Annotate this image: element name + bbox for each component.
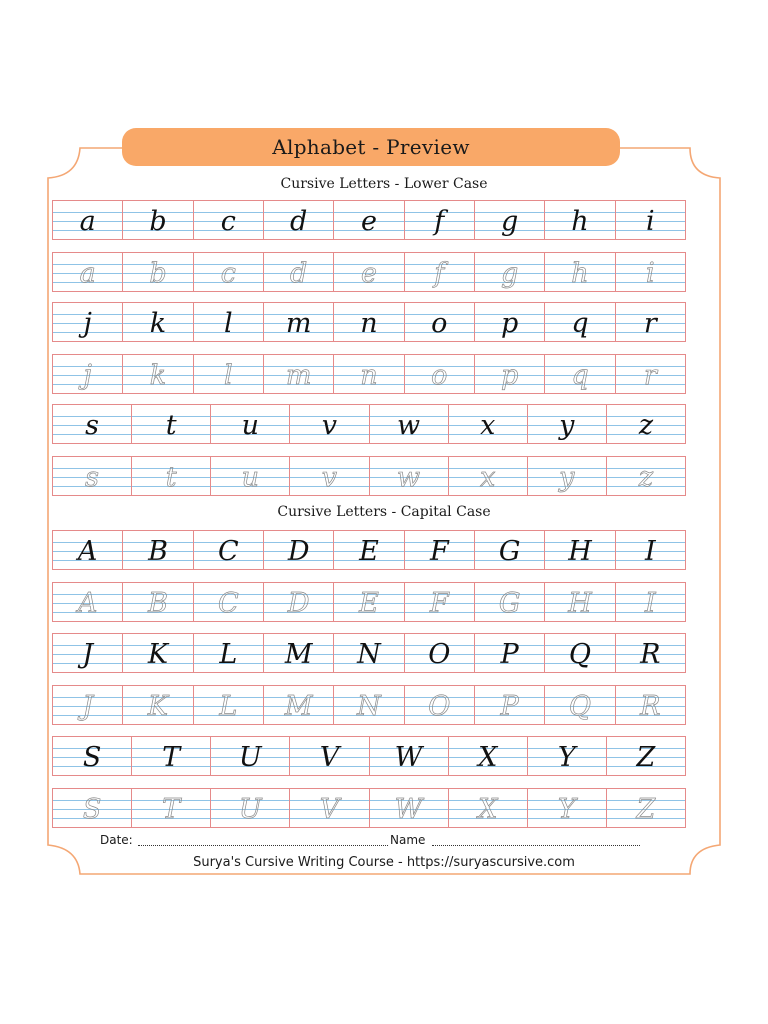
letter-cell [615,303,685,341]
date-field[interactable] [138,845,388,846]
trace-cell [474,686,544,724]
trace-cell [131,789,210,827]
cursive-letter: z [638,409,654,441]
trace-letter: U [238,793,262,825]
cursive-letter: j [83,307,92,339]
trace-cell [527,789,606,827]
cursive-letter: h [571,205,589,237]
trace-cell [263,253,333,291]
letter-cell [474,634,544,672]
trace-cell [122,253,192,291]
trace-letter: B [148,587,168,619]
trace-letter: P [500,690,519,722]
trace-letter: S [82,793,102,825]
trace-letter: w [397,461,421,493]
trace-letter: Z [636,793,656,825]
name-label: Name [390,833,426,847]
trace-letter: j [83,359,92,391]
letter-cell [263,201,333,239]
trace-letter: I [644,587,656,619]
letter-cell [448,405,527,443]
cursive-letter: v [321,409,338,441]
trace-letter: x [480,461,496,493]
cursive-letter: X [478,741,498,773]
trace-letter: V [319,793,340,825]
capital-solid-row [52,633,686,673]
cursive-letter: s [85,409,99,441]
trace-cell [333,355,403,393]
trace-cell [544,583,614,621]
lower-case-heading: Cursive Letters - Lower Case [280,176,488,192]
trace-letter: C [217,587,239,619]
cursive-letter: U [238,741,262,773]
capital-trace-row [52,685,686,725]
letter-cell [333,201,403,239]
trace-letter: f [434,257,445,289]
letter-cell [193,201,263,239]
letter-cell [544,634,614,672]
letter-cell [193,634,263,672]
cursive-letter: b [149,205,167,237]
cursive-letter: I [644,535,656,567]
trace-cell [404,355,474,393]
trace-cell [193,686,263,724]
cursive-letter: d [290,205,308,237]
trace-letter: n [360,359,378,391]
trace-letter: u [241,461,259,493]
letter-cell [615,201,685,239]
letter-cell [474,303,544,341]
letter-cell [527,405,606,443]
trace-cell [404,686,474,724]
trace-letter: o [431,359,448,391]
trace-letter: E [359,587,379,619]
trace-cell [606,789,685,827]
cursive-letter: Z [636,741,656,773]
letter-cell [606,737,685,775]
trace-cell [53,457,131,495]
trace-cell [544,355,614,393]
cursive-letter: u [241,409,259,441]
letter-cell [474,201,544,239]
letter-cell [544,303,614,341]
trace-cell [53,583,122,621]
trace-letter: b [149,257,167,289]
trace-letter: J [82,690,94,722]
letter-cell [122,634,192,672]
trace-letter: z [638,461,654,493]
trace-letter: F [429,587,449,619]
trace-letter: K [147,690,169,722]
trace-cell [615,583,685,621]
trace-letter: y [559,461,575,493]
trace-letter: k [149,359,167,391]
cursive-letter: S [82,741,102,773]
cursive-letter: F [429,535,449,567]
capital-solid-row [52,736,686,776]
cursive-letter: J [82,638,94,670]
cursive-letter: Q [568,638,592,670]
letter-cell [289,737,368,775]
capital-trace-row [52,582,686,622]
letter-cell [448,737,527,775]
letter-cell [122,201,192,239]
letter-cell [131,737,210,775]
trace-cell [333,253,403,291]
letter-cell [263,634,333,672]
cursive-letter: p [500,307,519,339]
page-title-banner [122,128,620,166]
footer-fields [100,833,640,851]
letter-cell [474,531,544,569]
lower-solid-row [52,302,686,342]
cursive-letter: k [149,307,167,339]
trace-letter: G [498,587,521,619]
lower-trace-row [52,252,686,292]
trace-cell [615,253,685,291]
cursive-letter: N [357,638,381,670]
trace-cell [333,583,403,621]
course-credit: Surya's Cursive Writing Course - https://suryascursive.com [193,855,575,870]
letter-cell [263,531,333,569]
trace-cell [210,789,289,827]
trace-letter: L [219,690,238,722]
trace-letter: a [79,257,96,289]
trace-cell [474,253,544,291]
letter-cell [369,737,448,775]
lower-solid-row [52,200,686,240]
cursive-letter: R [640,638,661,670]
cursive-letter: l [224,307,233,339]
trace-cell [210,457,289,495]
trace-cell [369,457,448,495]
cursive-letter: x [480,409,496,441]
trace-cell [544,686,614,724]
cursive-letter: K [147,638,169,670]
trace-cell [369,789,448,827]
letter-cell [404,634,474,672]
cursive-letter: t [165,409,177,441]
letter-cell [122,531,192,569]
trace-cell [527,457,606,495]
date-label: Date: [100,833,133,847]
letter-cell [333,634,403,672]
letter-cell [333,531,403,569]
trace-letter: m [285,359,312,391]
trace-letter: T [162,793,181,825]
letter-cell [333,303,403,341]
trace-cell [404,583,474,621]
cursive-letter: P [500,638,519,670]
cursive-letter: y [559,409,575,441]
trace-letter: p [500,359,519,391]
cursive-letter: o [431,307,448,339]
trace-letter: i [645,257,655,289]
trace-cell [53,355,122,393]
trace-cell [606,457,685,495]
trace-cell [263,583,333,621]
trace-letter: X [478,793,498,825]
trace-letter: N [357,690,381,722]
letter-cell [369,405,448,443]
cursive-letter: H [568,535,592,567]
lower-trace-row [52,456,686,496]
letter-cell [193,531,263,569]
cursive-letter: V [319,741,340,773]
trace-letter: t [165,461,177,493]
trace-letter: R [640,690,661,722]
cursive-letter: f [434,205,445,237]
trace-letter: s [85,461,99,493]
trace-cell [193,253,263,291]
trace-cell [289,789,368,827]
cursive-letter: G [498,535,521,567]
letter-cell [131,405,210,443]
trace-cell [53,686,122,724]
letter-cell [527,737,606,775]
letter-cell [210,737,289,775]
trace-letter: e [360,257,377,289]
cursive-letter: E [359,535,379,567]
cursive-letter: Y [557,741,576,773]
letter-cell [210,405,289,443]
cursive-letter: A [77,535,98,567]
letter-cell [615,634,685,672]
trace-letter: d [290,257,308,289]
trace-cell [544,253,614,291]
page-title: Alphabet - Preview [272,135,470,159]
trace-letter: l [224,359,233,391]
capital-solid-row [52,530,686,570]
trace-cell [193,583,263,621]
trace-cell [615,355,685,393]
cursive-letter: g [500,205,519,237]
letter-cell [53,405,131,443]
trace-letter: q [571,359,589,391]
trace-cell [193,355,263,393]
cursive-letter: c [220,205,236,237]
trace-letter: M [284,690,313,722]
trace-letter: h [571,257,589,289]
cursive-letter: L [219,638,238,670]
trace-letter: O [428,690,451,722]
trace-cell [474,355,544,393]
lower-trace-row [52,354,686,394]
trace-cell [122,686,192,724]
letter-cell [53,531,122,569]
letter-cell [193,303,263,341]
letter-cell [53,201,122,239]
trace-letter: A [77,587,98,619]
letter-cell [544,531,614,569]
trace-cell [122,583,192,621]
letter-cell [544,201,614,239]
trace-letter: H [568,587,592,619]
cursive-letter: O [428,638,451,670]
letter-cell [53,303,122,341]
trace-letter: Y [557,793,576,825]
letter-cell [263,303,333,341]
trace-cell [448,789,527,827]
cursive-letter: M [284,638,313,670]
cursive-letter: D [287,535,310,567]
cursive-letter: w [397,409,421,441]
cursive-letter: a [79,205,96,237]
cursive-letter: m [285,307,312,339]
trace-cell [404,253,474,291]
name-field[interactable] [432,845,640,846]
cursive-letter: i [645,205,655,237]
trace-letter: D [287,587,310,619]
cursive-letter: n [360,307,378,339]
cursive-letter: C [217,535,239,567]
trace-cell [333,686,403,724]
trace-cell [53,253,122,291]
trace-cell [53,789,131,827]
trace-letter: r [643,359,657,391]
trace-cell [289,457,368,495]
cursive-letter: e [360,205,377,237]
capital-trace-row [52,788,686,828]
trace-letter: W [394,793,423,825]
trace-cell [448,457,527,495]
cursive-letter: r [643,307,657,339]
letter-cell [615,531,685,569]
letter-cell [53,737,131,775]
letter-cell [122,303,192,341]
cursive-letter: W [394,741,423,773]
trace-cell [263,686,333,724]
trace-cell [615,686,685,724]
cursive-letter: q [571,307,589,339]
trace-letter: g [500,257,519,289]
letter-cell [53,634,122,672]
trace-letter: c [220,257,236,289]
trace-letter: Q [568,690,592,722]
capital-case-heading: Cursive Letters - Capital Case [277,504,491,520]
trace-cell [131,457,210,495]
cursive-letter: B [148,535,168,567]
trace-letter: v [321,461,338,493]
cursive-letter: T [162,741,181,773]
trace-cell [474,583,544,621]
letter-cell [404,201,474,239]
trace-cell [122,355,192,393]
letter-cell [289,405,368,443]
letter-cell [404,531,474,569]
trace-cell [263,355,333,393]
letter-cell [404,303,474,341]
lower-solid-row [52,404,686,444]
letter-cell [606,405,685,443]
